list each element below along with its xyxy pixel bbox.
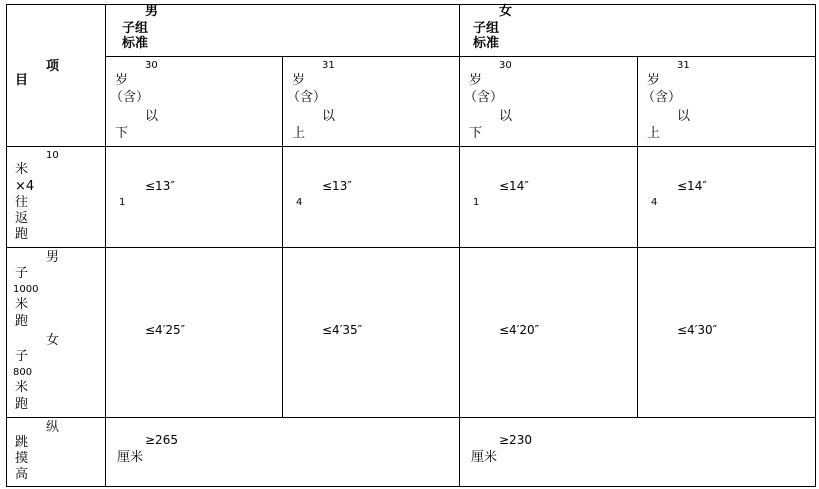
- label-char: 米: [15, 297, 29, 312]
- shuttle-note-col2: 4: [296, 197, 303, 208]
- jump-female-unit: 厘米: [471, 450, 498, 465]
- age-direction: 上: [647, 126, 661, 141]
- age-label: 岁: [469, 73, 483, 88]
- shuttle-note-col1: 1: [119, 197, 126, 208]
- border-row2-bottom: [6, 417, 816, 418]
- border-col4: [637, 56, 638, 418]
- shuttle-note-col4: 4: [651, 197, 658, 208]
- shuttle-note-col3: 1: [473, 197, 480, 208]
- male-group-line2: 子组: [122, 21, 149, 36]
- shuttle-value-col2: ≤13″: [322, 179, 352, 193]
- label-char: 纵: [46, 420, 60, 435]
- age-inclusive: （含）: [464, 90, 504, 105]
- run-value-col3: ≤4′20″: [499, 323, 540, 337]
- jump-male-value: ≥265: [145, 433, 178, 447]
- header-item-bottom: 目: [15, 73, 29, 88]
- border-mid: [459, 4, 460, 487]
- border-top: [6, 4, 816, 5]
- label-char: ×4: [15, 179, 35, 194]
- label-char: 返: [15, 211, 29, 226]
- label-char: 跑: [15, 397, 29, 412]
- age-inclusive: （含）: [642, 90, 682, 105]
- age-label: 岁: [647, 73, 661, 88]
- jump-female-value: ≥230: [499, 433, 532, 447]
- label-char: 女: [46, 333, 60, 348]
- female-group-line1: 女: [499, 4, 513, 19]
- label-char: 跑: [15, 227, 29, 242]
- label-char: 往: [15, 195, 29, 210]
- age-qualifier: 以: [145, 109, 159, 124]
- age-qualifier: 以: [677, 109, 691, 124]
- age-inclusive: （含）: [110, 90, 150, 105]
- border-bottom: [6, 486, 816, 487]
- age-qualifier: 以: [322, 109, 336, 124]
- jump-male-unit: 厘米: [117, 450, 144, 465]
- border-left: [6, 4, 7, 487]
- label-char: 摸: [15, 451, 29, 466]
- label-char: 跑: [15, 314, 29, 329]
- male-group-line1: 男: [145, 4, 159, 19]
- age-number: 31: [322, 60, 335, 71]
- age-direction: 下: [469, 126, 483, 141]
- border-item-col: [105, 4, 106, 487]
- border-header-bottom: [6, 146, 816, 147]
- label-char: 米: [15, 380, 29, 395]
- age-qualifier: 以: [499, 109, 513, 124]
- label-char: 男: [46, 250, 60, 265]
- run-value-col1: ≤4′25″: [145, 323, 186, 337]
- age-number: 30: [145, 60, 158, 71]
- age-direction: 下: [115, 126, 129, 141]
- label-number: 1000: [13, 284, 39, 295]
- age-direction: 上: [292, 126, 306, 141]
- label-number: 10: [46, 150, 59, 161]
- age-inclusive: （含）: [287, 90, 327, 105]
- label-char: 跳: [15, 435, 29, 450]
- shuttle-value-col1: ≤13″: [145, 179, 175, 193]
- header-item-top: 项: [46, 59, 60, 74]
- age-label: 岁: [292, 73, 306, 88]
- age-number: 31: [677, 60, 690, 71]
- shuttle-value-col3: ≤14″: [499, 179, 529, 193]
- shuttle-value-col4: ≤14″: [677, 179, 707, 193]
- run-value-col2: ≤4′35″: [322, 323, 363, 337]
- label-char: 米: [15, 162, 29, 177]
- female-group-line3: 标准: [473, 36, 500, 51]
- border-group-header: [105, 56, 816, 57]
- border-row1-bottom: [6, 247, 816, 248]
- female-group-line2: 子组: [473, 21, 500, 36]
- age-number: 30: [499, 60, 512, 71]
- label-char: 子: [15, 349, 29, 364]
- label-char: 子: [15, 266, 29, 281]
- run-value-col4: ≤4′30″: [677, 323, 718, 337]
- border-right: [815, 4, 816, 487]
- age-label: 岁: [115, 73, 129, 88]
- label-char: 高: [15, 467, 29, 482]
- label-number: 800: [13, 367, 33, 378]
- border-col2: [282, 56, 283, 418]
- male-group-line3: 标准: [122, 36, 149, 51]
